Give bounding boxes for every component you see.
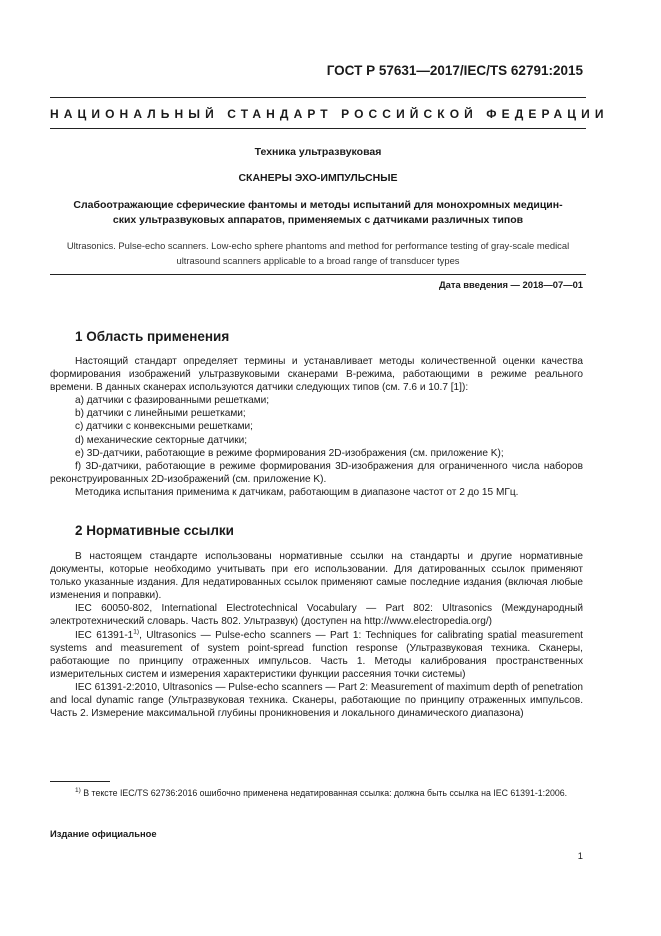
page-number: 1 <box>577 850 583 861</box>
list-item: a) датчики с фазированными решетками; <box>75 395 270 407</box>
section1-body <box>50 355 583 499</box>
section2-body <box>50 550 583 720</box>
reference-iec-61391-2: IEC 61391-2:2010, Ultrasonics — Pulse-echo scanners — Part 2: Measurement of maximum depth of penetration and local dynamic range (Ультразвуковая техника. Сканеры, работающие по принципу отраженных импульсов. Часть 2. Измерение максимальной глубины проникновения и локального динамического диапазона) <box>50 681 583 720</box>
section1-heading: 1 Область применения <box>75 329 230 344</box>
list-item: c) датчики с конвексными решетками; <box>75 421 253 433</box>
title-field: Техника ультразвуковая <box>254 146 382 158</box>
footnote-text: В тексте IEC/TS 62736:2016 ошибочно применена недатированная ссылка: должна быть ссылка на IEC 61391-1:2006. <box>80 788 568 798</box>
top-divider <box>50 97 586 98</box>
standard-code: ГОСТ Р 57631—2017/IEC/TS 62791:2015 <box>326 63 583 78</box>
footnote <box>50 787 583 800</box>
section1-closing-paragraph: Методика испытания применима к датчикам, работающим в диапазоне частот от 2 до 15 МГц. <box>75 486 519 498</box>
english-title <box>50 238 586 268</box>
reference-text: , Ultrasonics — Pulse-echo scanners — Part 1: Techniques for calibrating spatial measurement systems and measurement of system point-spread function response (Ультразвуковая техника. Сканеры, работающие по принципу отраженных импульсов. Часть 1. Методы калибрования пространственных измерительных систем и измерения характеристики функции рассеяния точки системы) <box>50 629 583 680</box>
reference-code: IEC 61391-1 <box>75 629 134 641</box>
date-divider <box>50 274 586 275</box>
list-item: e) 3D-датчики, работающие в режиме формирования 2D-изображения (см. приложение K); <box>75 447 504 459</box>
footnote-divider <box>50 781 110 782</box>
english-title-line1: Ultrasonics. Pulse-echo scanners. Low-echo sphere phantoms and method for performance testing of gray-scale medical <box>66 240 570 251</box>
footnote-marker: 1) <box>75 787 81 795</box>
edition-label: Издание официальное <box>50 828 157 839</box>
title-main <box>50 198 586 227</box>
title-main-line1: Слабоотражающие сферические фантомы и методы испытаний для монохромных медицин- <box>73 199 563 211</box>
list-item: b) датчики с линейными решетками; <box>75 408 246 420</box>
english-title-line2: ultrasound scanners applicable to a broad range of transducer types <box>176 255 460 266</box>
title-subject: СКАНЕРЫ ЭХО-ИМПУЛЬСНЫЕ <box>238 172 398 184</box>
reference-iec-61391-1 <box>50 629 583 681</box>
section2-heading: 2 Нормативные ссылки <box>75 523 234 538</box>
section2-paragraph: В настоящем стандарте использованы нормативные ссылки на стандарты и другие нормативные документы, которые необходимо учитывать при его использовании. Для датированных ссылок применяют только указанные издания. Для недатированных ссылок применяют самые последние издания (включая любые изменения и поправки). <box>50 551 583 602</box>
reference-iec-60050-802: IEC 60050-802, International Electrotechnical Vocabulary — Part 802: Ultrasonics (Международный электротехнический словарь. Часть 802. Ультразвук) (доступен на http://www.electropedia.org/) <box>50 603 583 628</box>
national-standard-banner: НАЦИОНАЛЬНЫЙ СТАНДАРТ РОССИЙСКОЙ ФЕДЕРАЦИИ <box>50 107 609 121</box>
banner-divider <box>50 128 586 129</box>
title-main-line2: ских ультразвуковых аппаратов, применяемых с датчиками различных типов <box>112 213 524 226</box>
list-item-f: f) 3D-датчики, работающие в режиме формирования 3D-изображения для ограниченного числа наборов реконструированных 2D-изображений (см. приложение K). <box>50 460 583 485</box>
list-item: d) механические секторные датчики; <box>75 434 248 446</box>
intro-date: Дата введения — 2018—07—01 <box>438 279 583 290</box>
footnote-marker: 1) <box>133 628 140 636</box>
section1-paragraph: Настоящий стандарт определяет термины и устанавливает методы количественной оценки качества формирования изображений ультразвуковыми сканерами B-режима, работающими в режиме реального времени. В данных сканерах используются датчики следующих типов (см. 7.6 и 10.7 [1]): <box>50 356 583 394</box>
